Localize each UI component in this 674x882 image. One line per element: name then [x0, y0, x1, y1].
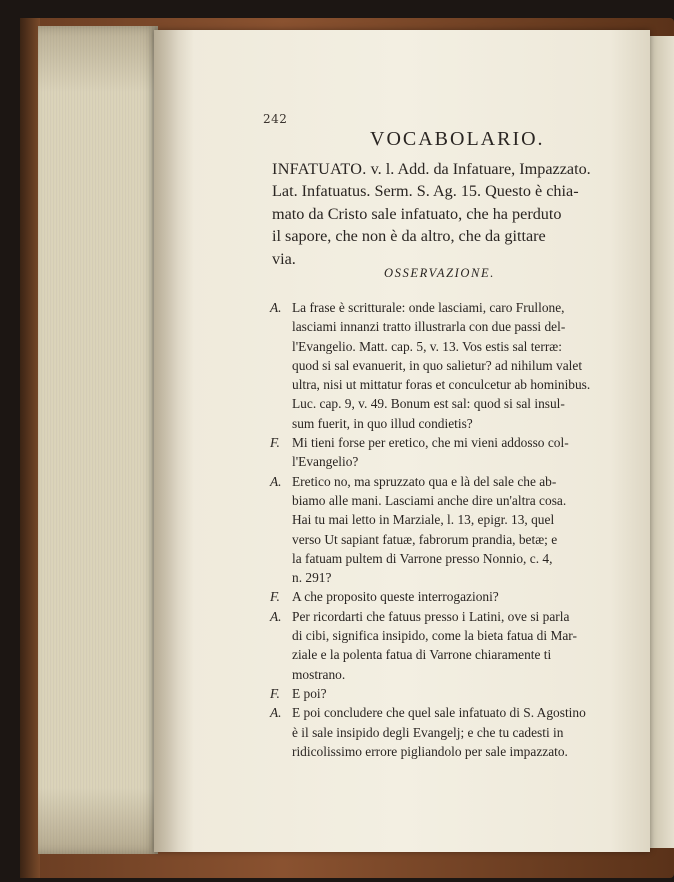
speaker-label: F.: [270, 435, 280, 451]
dictionary-entry: [272, 158, 646, 270]
observation-heading: OSSERVAZIONE.: [384, 266, 495, 280]
entry-line: mato da Cristo sale infatuato, che ha perduto: [272, 204, 562, 223]
speaker-label: A.: [270, 473, 282, 489]
dialogue-line: mostrano.: [292, 666, 346, 682]
dialogue-line: E poi concludere che quel sale infatuato di S. Agostino: [292, 705, 586, 721]
dialogue-line: Per ricordarti che fatuus presso i Latini, ove si parla: [292, 608, 570, 624]
dialogue-turn: [270, 472, 648, 588]
dialogue-line: l'Evangelio. Matt. cap. 5, v. 13. Vos estis sal terræ:: [292, 338, 562, 354]
page-number: 242: [263, 112, 288, 126]
dialogue-line: Eretico no, ma spruzzato qua e là del sale che ab-: [292, 473, 557, 489]
dialogue-line: lasciami innanzi tratto illustrarla con due passi del-: [292, 319, 566, 335]
dialogue-line: La frase è scritturale: onde lasciami, caro Frullone,: [292, 300, 565, 315]
dialogue-line: n. 291?: [292, 570, 332, 586]
dialogue-line: A che proposito queste interrogazioni?: [292, 589, 499, 605]
dialogue-line: E poi?: [292, 685, 327, 701]
dialogue-line: è il sale insipido degli Evangelj; e che tu cadesti in: [292, 724, 564, 740]
entry-line: il sapore, che non è da altro, che da gittare: [272, 227, 546, 246]
dialogue-line: quod si sal evanuerit, in quo salietur? ad nihilum valet: [292, 357, 583, 373]
dialogue-turn: [270, 607, 648, 684]
speaker-label: A.: [270, 300, 282, 315]
dialogue-line: verso Ut sapiant fatuæ, fabrorum prandia, betæ; e: [292, 531, 558, 547]
dialogue-turn: [270, 587, 648, 606]
book-spine: [20, 18, 40, 878]
dialogue-line: di cibi, significa insipido, come la bieta fatua di Mar-: [292, 628, 577, 644]
dialogue-line: ridicolissimo errore pigliandolo per sale impazzato.: [292, 743, 568, 759]
dialogue-line: biamo alle mani. Lasciami anche dire un'altra cosa.: [292, 492, 567, 508]
dialogue-line: l'Evangelio?: [292, 454, 359, 470]
speaker-label: A.: [270, 705, 282, 721]
entry-line: Lat. Infatuatus. Serm. S. Ag. 15. Questo è chia-: [272, 182, 579, 201]
dialogue-line: Hai tu mai letto in Marziale, l. 13, epigr. 13, quel: [292, 512, 555, 528]
speaker-label: F.: [270, 589, 280, 605]
dialogue-line: Mi tieni forse per eretico, che mi vieni addosso col-: [292, 435, 569, 451]
dialogue-turn: [270, 703, 648, 761]
dialogue-line: ziale e la polenta fatua di Varrone chiaramente ti: [292, 647, 552, 663]
dialogue-line: ultra, nisi ut mittatur foras et conculcetur ab hominibus.: [292, 377, 591, 393]
running-title: VOCABOLARIO.: [370, 128, 545, 150]
facing-page-edge: [648, 36, 674, 848]
dialogue-turn: [270, 433, 648, 472]
dialogue: [270, 298, 648, 761]
entry-line: via.: [272, 249, 296, 268]
speaker-label: A.: [270, 608, 282, 624]
entry-line: [272, 158, 646, 180]
entry-line-text: v. l. Add. da Infatuare, Impazzato.: [370, 160, 591, 178]
dialogue-line: la fatuam pultem di Varrone presso Nonnio, c. 4,: [292, 550, 553, 566]
dialogue-turn: [270, 684, 648, 703]
speaker-label: F.: [270, 685, 280, 701]
dialogue-line: sum fuerit, in quo illud condietis?: [292, 415, 473, 431]
entry-headword: INFATUATO.: [272, 160, 367, 178]
dialogue-line: Luc. cap. 9, v. 49. Bonum est sal: quod si sal insul-: [292, 396, 565, 412]
dialogue-turn: [270, 298, 648, 433]
